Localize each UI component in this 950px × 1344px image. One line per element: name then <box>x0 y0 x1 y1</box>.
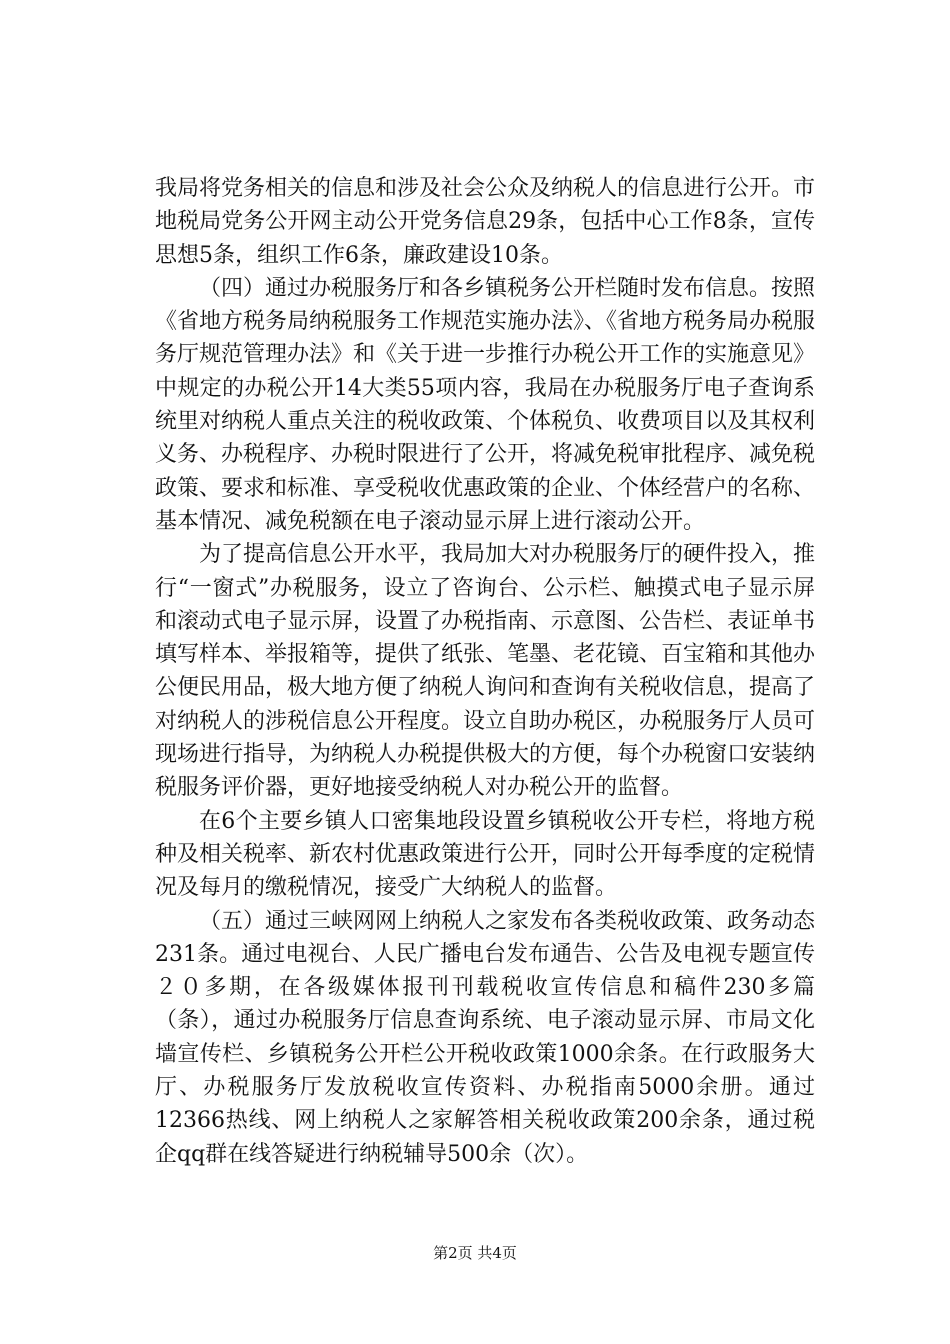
paragraph-1: 我局将党务相关的信息和涉及社会公众及纳税人的信息进行公开。市地税局党务公开网主动公开党务信息29条，包括中心工作8条，宣传思想5条，组织工作6条，廉政建设10条。 <box>155 176 816 268</box>
paragraph-4: 在6个主要乡镇人口密集地段设置乡镇税收公开专栏，将地方税种及相关税率、新农村优惠政策进行公开，同时公开每季度的定税情况及每月的缴税情况，接受广大纳税人的监督。 <box>155 808 816 901</box>
paragraph-3: 为了提高信息公开水平，我局加大对办税服务厅的硬件投入，推行“一窗式”办税服务，设立了咨询台、公示栏、触摸式电子显示屏和滚动式电子显示屏，设置了办税指南、示意图、公告栏、表证单书填写样本、举报箱等，提供了纸张、笔墨、老花镜、百宝箱和其他办公便民用品，极大地方便了纳税人询问和查询有关税收信息，提高了对纳税人的涉税信息公开程度。设立自助办税区，办税服务厅人员可现场进行指导，为纳税人办税提供极大的方便，每个办税窗口安装纳税服务评价器，更好地接受纳税人对办税公开的监督。 <box>155 542 816 801</box>
paragraph-5: （五）通过三峡网网上纳税人之家发布各类税收政策、政务动态231条。通过电视台、人民广播电台发布通告、公告及电视专题宣传２０多期，在各级媒体报刊刊载税收宣传信息和稿件230多篇（条），通过办税服务厅信息查询系统、电子滚动显示屏、市局文化墙宣传栏、乡镇税务公开栏公开税收政策1000余条。在行政服务大厅、办税服务厅发放税收宣传资料、办税指南5000余册。通过12366热线、网上纳税人之家解答相关税收政策200余条，通过税企qq群在线答疑进行纳税辅导500余（次）。 <box>155 908 816 1167</box>
document-body <box>155 172 815 1171</box>
page-footer: 第2页 共4页 <box>433 1244 517 1262</box>
paragraph-2: （四）通过办税服务厅和各乡镇税务公开栏随时发布信息。按照《省地方税务局纳税服务工作规范实施办法》、《省地方税务局办税服务厅规范管理办法》和《关于进一步推行办税公开工作的实施意见》中规定的办税公开14大类55项内容，我局在办税服务厅电子查询系统里对纳税人重点关注的税收政策、个体税负、收费项目以及其权利义务、办税程序、办税时限进行了公开，将减免税审批程序、减免税政策、要求和标准、享受税收优惠政策的企业、个体经营户的名称、基本情况、减免税额在电子滚动显示屏上进行滚动公开。 <box>155 275 816 534</box>
